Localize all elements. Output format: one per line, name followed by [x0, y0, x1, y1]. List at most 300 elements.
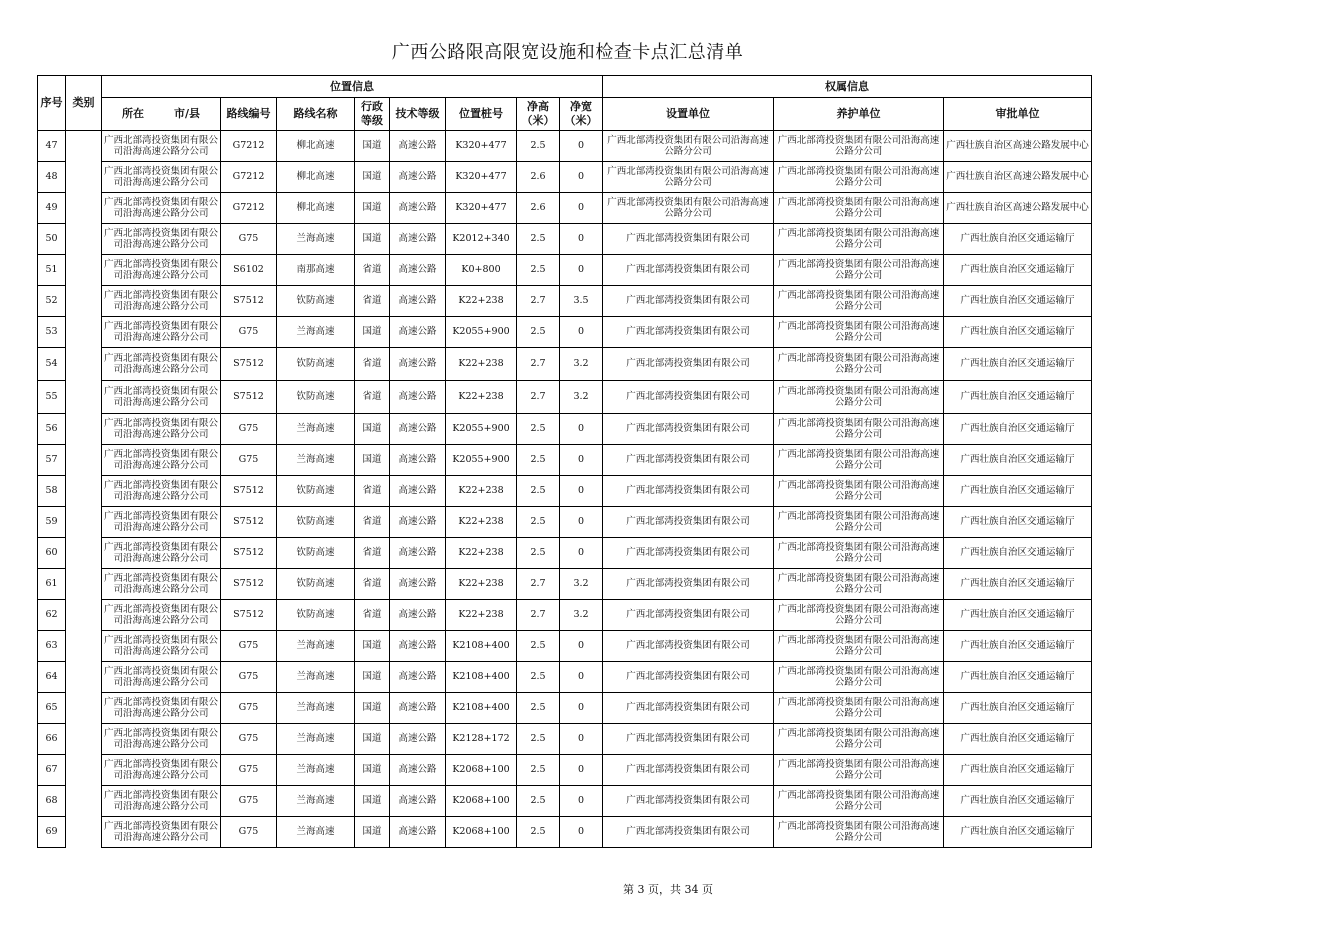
row-number: 65 — [38, 693, 66, 724]
owner-unit: 广西北部湾投资集团有限公司 — [603, 662, 774, 693]
stake-number: K22+238 — [446, 600, 517, 631]
row-number: 64 — [38, 662, 66, 693]
owner-unit: 广西北部湾投资集团有限公司 — [603, 255, 774, 286]
location-cell: 广西北部湾投资集团有限公司沿海高速公路分公司 — [102, 476, 221, 507]
clear-width: 0 — [560, 162, 603, 193]
header-group-location: 位置信息 — [102, 76, 603, 98]
approver-unit: 广西壮族自治区交通运输厅 — [944, 600, 1092, 631]
owner-unit: 广西北部湾投资集团有限公司 — [603, 381, 774, 414]
table-row — [38, 662, 1092, 693]
maintainer-unit: 广西北部湾投资集团有限公司沿海高速公路分公司 — [774, 724, 944, 755]
header-stake: 位置桩号 — [446, 98, 517, 131]
tech-grade: 高速公路 — [390, 662, 446, 693]
clear-width: 0 — [560, 507, 603, 538]
approver-unit: 广西壮族自治区高速公路发展中心 — [944, 193, 1092, 224]
tech-grade: 高速公路 — [390, 131, 446, 162]
clear-width: 0 — [560, 224, 603, 255]
admin-grade: 国道 — [355, 786, 390, 817]
row-number: 69 — [38, 817, 66, 848]
clear-height: 2.5 — [517, 224, 560, 255]
maintainer-unit: 广西北部湾投资集团有限公司沿海高速公路分公司 — [774, 381, 944, 414]
approver-unit: 广西壮族自治区交通运输厅 — [944, 693, 1092, 724]
maintainer-unit: 广西北部湾投资集团有限公司沿海高速公路分公司 — [774, 317, 944, 348]
tech-grade: 高速公路 — [390, 693, 446, 724]
owner-unit: 广西北部湾投资集团有限公司 — [603, 414, 774, 445]
route-name: 钦防高速 — [277, 286, 355, 317]
location-cell: 广西北部湾投资集团有限公司沿海高速公路分公司 — [102, 817, 221, 848]
location-cell: 广西北部湾投资集团有限公司沿海高速公路分公司 — [102, 755, 221, 786]
row-number: 48 — [38, 162, 66, 193]
tech-grade: 高速公路 — [390, 317, 446, 348]
header-maintainer: 养护单位 — [774, 98, 944, 131]
approver-unit: 广西壮族自治区交通运输厅 — [944, 414, 1092, 445]
table-row — [38, 786, 1092, 817]
admin-grade: 国道 — [355, 317, 390, 348]
admin-grade: 省道 — [355, 569, 390, 600]
approver-unit: 广西壮族自治区交通运输厅 — [944, 538, 1092, 569]
route-name: 钦防高速 — [277, 569, 355, 600]
tech-grade: 高速公路 — [390, 786, 446, 817]
admin-grade: 省道 — [355, 476, 390, 507]
route-name: 兰海高速 — [277, 693, 355, 724]
clear-width: 0 — [560, 193, 603, 224]
table-row — [38, 693, 1092, 724]
clear-width: 0 — [560, 817, 603, 848]
table-row — [38, 414, 1092, 445]
row-number: 53 — [38, 317, 66, 348]
admin-grade: 国道 — [355, 724, 390, 755]
row-number: 55 — [38, 381, 66, 414]
tech-grade: 高速公路 — [390, 414, 446, 445]
owner-unit: 广西北部湾投资集团有限公司 — [603, 507, 774, 538]
clear-width: 0 — [560, 255, 603, 286]
header-group-ownership: 权属信息 — [603, 76, 1092, 98]
owner-unit: 广西北部湾投资集团有限公司 — [603, 476, 774, 507]
tech-grade: 高速公路 — [390, 631, 446, 662]
tech-grade: 高速公路 — [390, 381, 446, 414]
stake-number: K2055+900 — [446, 445, 517, 476]
clear-height: 2.5 — [517, 724, 560, 755]
admin-grade: 省道 — [355, 381, 390, 414]
route-code: S7512 — [221, 476, 277, 507]
header-owner: 设置单位 — [603, 98, 774, 131]
table-row — [38, 569, 1092, 600]
location-cell: 广西北部湾投资集团有限公司沿海高速公路分公司 — [102, 348, 221, 381]
header-city: 市/县 — [173, 107, 201, 121]
route-code: G75 — [221, 414, 277, 445]
route-name: 柳北高速 — [277, 193, 355, 224]
route-name: 南那高速 — [277, 255, 355, 286]
route-code: G7212 — [221, 193, 277, 224]
admin-grade: 国道 — [355, 817, 390, 848]
route-name: 兰海高速 — [277, 414, 355, 445]
clear-height: 2.5 — [517, 817, 560, 848]
stake-number: K22+238 — [446, 569, 517, 600]
stake-number: K2012+340 — [446, 224, 517, 255]
location-cell: 广西北部湾投资集团有限公司沿海高速公路分公司 — [102, 662, 221, 693]
table-row — [38, 755, 1092, 786]
route-name: 钦防高速 — [277, 348, 355, 381]
stake-number: K320+477 — [446, 193, 517, 224]
stake-number: K2068+100 — [446, 786, 517, 817]
maintainer-unit: 广西北部湾投资集团有限公司沿海高速公路分公司 — [774, 600, 944, 631]
maintainer-unit: 广西北部湾投资集团有限公司沿海高速公路分公司 — [774, 348, 944, 381]
clear-width: 0 — [560, 662, 603, 693]
row-number: 54 — [38, 348, 66, 381]
approver-unit: 广西壮族自治区交通运输厅 — [944, 755, 1092, 786]
clear-height: 2.5 — [517, 538, 560, 569]
table-body — [38, 131, 1092, 848]
stake-number: K0+800 — [446, 255, 517, 286]
route-name: 钦防高速 — [277, 507, 355, 538]
row-number: 59 — [38, 507, 66, 538]
header-tech-grade: 技术等级 — [390, 98, 446, 131]
table-row — [38, 317, 1092, 348]
clear-height: 2.5 — [517, 476, 560, 507]
approver-unit: 广西壮族自治区交通运输厅 — [944, 255, 1092, 286]
maintainer-unit: 广西北部湾投资集团有限公司沿海高速公路分公司 — [774, 193, 944, 224]
row-number: 51 — [38, 255, 66, 286]
row-number: 49 — [38, 193, 66, 224]
clear-height: 2.5 — [517, 786, 560, 817]
table-row — [38, 445, 1092, 476]
clear-height: 2.5 — [517, 507, 560, 538]
row-number: 61 — [38, 569, 66, 600]
location-cell: 广西北部湾投资集团有限公司沿海高速公路分公司 — [102, 317, 221, 348]
approver-unit: 广西壮族自治区交通运输厅 — [944, 507, 1092, 538]
route-code: G75 — [221, 786, 277, 817]
tech-grade: 高速公路 — [390, 286, 446, 317]
approver-unit: 广西壮族自治区交通运输厅 — [944, 569, 1092, 600]
row-number: 66 — [38, 724, 66, 755]
route-name: 兰海高速 — [277, 445, 355, 476]
owner-unit: 广西北部湾投资集团有限公司 — [603, 538, 774, 569]
maintainer-unit: 广西北部湾投资集团有限公司沿海高速公路分公司 — [774, 569, 944, 600]
clear-height: 2.7 — [517, 569, 560, 600]
route-name: 钦防高速 — [277, 600, 355, 631]
approver-unit: 广西壮族自治区交通运输厅 — [944, 786, 1092, 817]
table-row — [38, 224, 1092, 255]
maintainer-unit: 广西北部湾投资集团有限公司沿海高速公路分公司 — [774, 445, 944, 476]
route-name: 兰海高速 — [277, 662, 355, 693]
route-name: 兰海高速 — [277, 755, 355, 786]
clear-width: 0 — [560, 693, 603, 724]
route-name: 兰海高速 — [277, 817, 355, 848]
owner-unit: 广西北部湾投资集团有限公司沿海高速公路分公司 — [603, 131, 774, 162]
row-number: 57 — [38, 445, 66, 476]
facility-table — [37, 75, 1092, 848]
clear-width: 0 — [560, 538, 603, 569]
tech-grade: 高速公路 — [390, 600, 446, 631]
stake-number: K2068+100 — [446, 817, 517, 848]
route-name: 柳北高速 — [277, 162, 355, 193]
maintainer-unit: 广西北部湾投资集团有限公司沿海高速公路分公司 — [774, 693, 944, 724]
route-code: G75 — [221, 693, 277, 724]
location-cell: 广西北部湾投资集团有限公司沿海高速公路分公司 — [102, 600, 221, 631]
approver-unit: 广西壮族自治区交通运输厅 — [944, 662, 1092, 693]
route-code: G75 — [221, 755, 277, 786]
category-cell — [66, 131, 102, 848]
owner-unit: 广西北部湾投资集团有限公司 — [603, 724, 774, 755]
clear-width: 0 — [560, 476, 603, 507]
maintainer-unit: 广西北部湾投资集团有限公司沿海高速公路分公司 — [774, 286, 944, 317]
clear-width: 0 — [560, 131, 603, 162]
stake-number: K320+477 — [446, 131, 517, 162]
table-row — [38, 817, 1092, 848]
row-number: 67 — [38, 755, 66, 786]
tech-grade: 高速公路 — [390, 255, 446, 286]
clear-height: 2.7 — [517, 600, 560, 631]
owner-unit: 广西北部湾投资集团有限公司 — [603, 755, 774, 786]
route-name: 兰海高速 — [277, 724, 355, 755]
maintainer-unit: 广西北部湾投资集团有限公司沿海高速公路分公司 — [774, 538, 944, 569]
tech-grade: 高速公路 — [390, 538, 446, 569]
table-row — [38, 348, 1092, 381]
table-row — [38, 538, 1092, 569]
stake-number: K2108+400 — [446, 631, 517, 662]
route-code: G75 — [221, 631, 277, 662]
tech-grade: 高速公路 — [390, 476, 446, 507]
maintainer-unit: 广西北部湾投资集团有限公司沿海高速公路分公司 — [774, 224, 944, 255]
maintainer-unit: 广西北部湾投资集团有限公司沿海高速公路分公司 — [774, 662, 944, 693]
table-row — [38, 286, 1092, 317]
stake-number: K2108+400 — [446, 662, 517, 693]
route-name: 兰海高速 — [277, 786, 355, 817]
stake-number: K22+238 — [446, 348, 517, 381]
tech-grade: 高速公路 — [390, 817, 446, 848]
route-code: G75 — [221, 724, 277, 755]
maintainer-unit: 广西北部湾投资集团有限公司沿海高速公路分公司 — [774, 817, 944, 848]
clear-width: 0 — [560, 755, 603, 786]
admin-grade: 省道 — [355, 507, 390, 538]
admin-grade: 省道 — [355, 538, 390, 569]
clear-width: 3.2 — [560, 600, 603, 631]
tech-grade: 高速公路 — [390, 445, 446, 476]
clear-width: 3.5 — [560, 286, 603, 317]
stake-number: K22+238 — [446, 538, 517, 569]
clear-width: 3.2 — [560, 569, 603, 600]
route-name: 柳北高速 — [277, 131, 355, 162]
approver-unit: 广西壮族自治区交通运输厅 — [944, 317, 1092, 348]
route-code: S7512 — [221, 600, 277, 631]
approver-unit: 广西壮族自治区交通运输厅 — [944, 445, 1092, 476]
row-number: 58 — [38, 476, 66, 507]
clear-height: 2.5 — [517, 445, 560, 476]
admin-grade: 省道 — [355, 286, 390, 317]
tech-grade: 高速公路 — [390, 569, 446, 600]
location-cell: 广西北部湾投资集团有限公司沿海高速公路分公司 — [102, 786, 221, 817]
location-cell: 广西北部湾投资集团有限公司沿海高速公路分公司 — [102, 224, 221, 255]
tech-grade: 高速公路 — [390, 724, 446, 755]
route-code: S7512 — [221, 569, 277, 600]
owner-unit: 广西北部湾投资集团有限公司 — [603, 786, 774, 817]
header-route-code: 路线编号 — [221, 98, 277, 131]
maintainer-unit: 广西北部湾投资集团有限公司沿海高速公路分公司 — [774, 476, 944, 507]
route-code: G75 — [221, 817, 277, 848]
route-code: G75 — [221, 224, 277, 255]
owner-unit: 广西北部湾投资集团有限公司 — [603, 817, 774, 848]
maintainer-unit: 广西北部湾投资集团有限公司沿海高速公路分公司 — [774, 131, 944, 162]
owner-unit: 广西北部湾投资集团有限公司 — [603, 224, 774, 255]
admin-grade: 国道 — [355, 131, 390, 162]
owner-unit: 广西北部湾投资集团有限公司 — [603, 600, 774, 631]
location-cell: 广西北部湾投资集团有限公司沿海高速公路分公司 — [102, 414, 221, 445]
clear-height: 2.6 — [517, 162, 560, 193]
admin-grade: 省道 — [355, 600, 390, 631]
admin-grade: 国道 — [355, 162, 390, 193]
location-cell: 广西北部湾投资集团有限公司沿海高速公路分公司 — [102, 193, 221, 224]
header-seq: 序号 — [38, 76, 66, 131]
table-row — [38, 507, 1092, 538]
route-code: G75 — [221, 317, 277, 348]
route-code: G75 — [221, 662, 277, 693]
approver-unit: 广西壮族自治区交通运输厅 — [944, 224, 1092, 255]
location-cell: 广西北部湾投资集团有限公司沿海高速公路分公司 — [102, 162, 221, 193]
table-row — [38, 631, 1092, 662]
location-cell: 广西北部湾投资集团有限公司沿海高速公路分公司 — [102, 724, 221, 755]
header-location: 所在 — [121, 107, 144, 121]
table-row — [38, 381, 1092, 414]
maintainer-unit: 广西北部湾投资集团有限公司沿海高速公路分公司 — [774, 631, 944, 662]
tech-grade: 高速公路 — [390, 193, 446, 224]
location-cell: 广西北部湾投资集团有限公司沿海高速公路分公司 — [102, 538, 221, 569]
table-row — [38, 193, 1092, 224]
maintainer-unit: 广西北部湾投资集团有限公司沿海高速公路分公司 — [774, 755, 944, 786]
owner-unit: 广西北部湾投资集团有限公司 — [603, 286, 774, 317]
location-cell: 广西北部湾投资集团有限公司沿海高速公路分公司 — [102, 507, 221, 538]
admin-grade: 国道 — [355, 693, 390, 724]
tech-grade: 高速公路 — [390, 162, 446, 193]
document-title: 广西公路限高限宽设施和检查卡点汇总清单 — [391, 42, 744, 63]
owner-unit: 广西北部湾投资集团有限公司 — [603, 317, 774, 348]
clear-height: 2.5 — [517, 631, 560, 662]
stake-number: K22+238 — [446, 476, 517, 507]
owner-unit: 广西北部湾投资集团有限公司 — [603, 445, 774, 476]
table-row — [38, 476, 1092, 507]
route-name: 钦防高速 — [277, 476, 355, 507]
owner-unit: 广西北部湾投资集团有限公司 — [603, 348, 774, 381]
clear-height: 2.7 — [517, 286, 560, 317]
clear-width: 0 — [560, 724, 603, 755]
header-route-name: 路线名称 — [277, 98, 355, 131]
approver-unit: 广西壮族自治区高速公路发展中心 — [944, 131, 1092, 162]
route-code: S7512 — [221, 538, 277, 569]
clear-width: 0 — [560, 786, 603, 817]
owner-unit: 广西北部湾投资集团有限公司 — [603, 693, 774, 724]
header-clear-height: 净高（米） — [517, 98, 560, 131]
clear-height: 2.5 — [517, 131, 560, 162]
approver-unit: 广西壮族自治区交通运输厅 — [944, 348, 1092, 381]
owner-unit: 广西北部湾投资集团有限公司沿海高速公路分公司 — [603, 162, 774, 193]
owner-unit: 广西北部湾投资集团有限公司 — [603, 569, 774, 600]
location-cell: 广西北部湾投资集团有限公司沿海高速公路分公司 — [102, 255, 221, 286]
route-code: G75 — [221, 445, 277, 476]
row-number: 50 — [38, 224, 66, 255]
row-number: 52 — [38, 286, 66, 317]
header-category: 类别 — [66, 76, 102, 131]
location-cell: 广西北部湾投资集团有限公司沿海高速公路分公司 — [102, 693, 221, 724]
clear-height: 2.7 — [517, 348, 560, 381]
tech-grade: 高速公路 — [390, 348, 446, 381]
header-approver: 审批单位 — [944, 98, 1092, 131]
route-code: S7512 — [221, 381, 277, 414]
clear-width: 0 — [560, 317, 603, 348]
owner-unit: 广西北部湾投资集团有限公司沿海高速公路分公司 — [603, 193, 774, 224]
route-code: G7212 — [221, 162, 277, 193]
table-row — [38, 255, 1092, 286]
clear-height: 2.5 — [517, 662, 560, 693]
clear-width: 0 — [560, 414, 603, 445]
header-location-city — [102, 98, 221, 131]
location-cell: 广西北部湾投资集团有限公司沿海高速公路分公司 — [102, 381, 221, 414]
maintainer-unit: 广西北部湾投资集团有限公司沿海高速公路分公司 — [774, 786, 944, 817]
stake-number: K2128+172 — [446, 724, 517, 755]
admin-grade: 国道 — [355, 224, 390, 255]
clear-width: 0 — [560, 445, 603, 476]
stake-number: K22+238 — [446, 381, 517, 414]
clear-height: 2.5 — [517, 693, 560, 724]
header-admin-grade: 行政等级 — [355, 98, 390, 131]
stake-number: K22+238 — [446, 507, 517, 538]
clear-width: 3.2 — [560, 348, 603, 381]
location-cell: 广西北部湾投资集团有限公司沿海高速公路分公司 — [102, 631, 221, 662]
admin-grade: 国道 — [355, 662, 390, 693]
approver-unit: 广西壮族自治区高速公路发展中心 — [944, 162, 1092, 193]
route-name: 钦防高速 — [277, 538, 355, 569]
header-row-columns — [38, 98, 1092, 131]
admin-grade: 国道 — [355, 445, 390, 476]
maintainer-unit: 广西北部湾投资集团有限公司沿海高速公路分公司 — [774, 162, 944, 193]
header-clear-width: 净宽（米） — [560, 98, 603, 131]
row-number: 62 — [38, 600, 66, 631]
clear-height: 2.5 — [517, 755, 560, 786]
location-cell: 广西北部湾投资集团有限公司沿海高速公路分公司 — [102, 445, 221, 476]
approver-unit: 广西壮族自治区交通运输厅 — [944, 724, 1092, 755]
tech-grade: 高速公路 — [390, 755, 446, 786]
maintainer-unit: 广西北部湾投资集团有限公司沿海高速公路分公司 — [774, 507, 944, 538]
route-code: S7512 — [221, 286, 277, 317]
admin-grade: 国道 — [355, 414, 390, 445]
approver-unit: 广西壮族自治区交通运输厅 — [944, 476, 1092, 507]
admin-grade: 省道 — [355, 255, 390, 286]
admin-grade: 省道 — [355, 348, 390, 381]
row-number: 68 — [38, 786, 66, 817]
stake-number: K320+477 — [446, 162, 517, 193]
route-code: S6102 — [221, 255, 277, 286]
route-code: G7212 — [221, 131, 277, 162]
tech-grade: 高速公路 — [390, 224, 446, 255]
approver-unit: 广西壮族自治区交通运输厅 — [944, 381, 1092, 414]
clear-height: 2.5 — [517, 317, 560, 348]
stake-number: K22+238 — [446, 286, 517, 317]
row-number: 63 — [38, 631, 66, 662]
maintainer-unit: 广西北部湾投资集团有限公司沿海高速公路分公司 — [774, 255, 944, 286]
clear-width: 3.2 — [560, 381, 603, 414]
approver-unit: 广西壮族自治区交通运输厅 — [944, 631, 1092, 662]
stake-number: K2055+900 — [446, 317, 517, 348]
stake-number: K2055+900 — [446, 414, 517, 445]
route-name: 兰海高速 — [277, 317, 355, 348]
clear-width: 0 — [560, 631, 603, 662]
row-number: 56 — [38, 414, 66, 445]
header-row-groups — [38, 76, 1092, 98]
location-cell: 广西北部湾投资集团有限公司沿海高速公路分公司 — [102, 569, 221, 600]
route-name: 钦防高速 — [277, 381, 355, 414]
route-code: S7512 — [221, 507, 277, 538]
admin-grade: 国道 — [355, 193, 390, 224]
stake-number: K2108+400 — [446, 693, 517, 724]
admin-grade: 国道 — [355, 755, 390, 786]
